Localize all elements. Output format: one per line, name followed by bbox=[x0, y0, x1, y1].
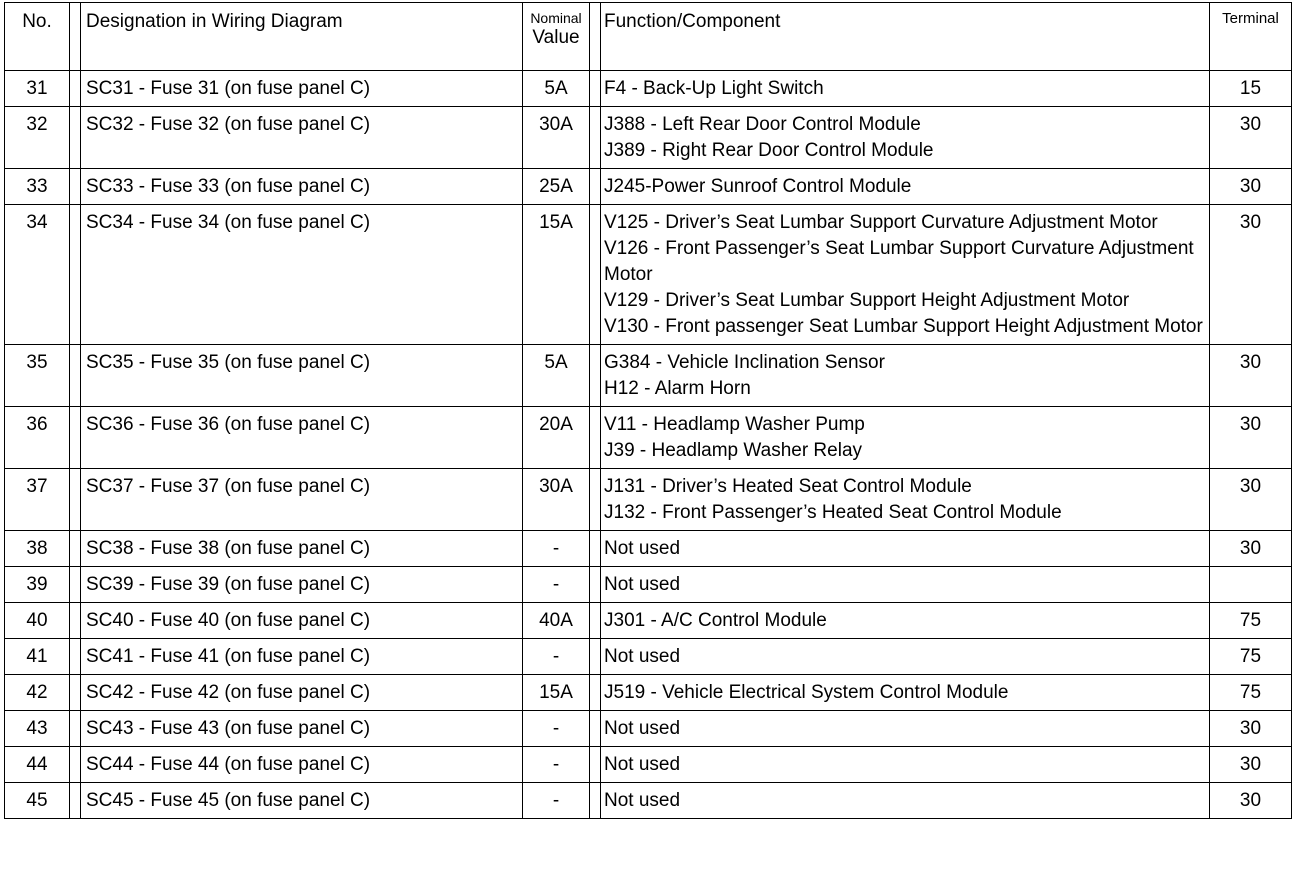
table-row bbox=[5, 107, 1292, 169]
table-row bbox=[5, 711, 1292, 747]
table-row bbox=[5, 169, 1292, 205]
header-nominal-value bbox=[523, 3, 590, 71]
nominal-value: - bbox=[523, 711, 590, 747]
function-component-line: V125 - Driver’s Seat Lumbar Support Curvature Adjustment Motor bbox=[604, 212, 1158, 233]
function-component bbox=[601, 783, 1210, 819]
fuse-designation: SC38 - Fuse 38 (on fuse panel C) bbox=[81, 531, 523, 567]
function-component-line: J245-Power Sunroof Control Module bbox=[604, 176, 912, 197]
table-header bbox=[5, 3, 1292, 71]
row-separator bbox=[70, 169, 81, 205]
fuse-designation: SC35 - Fuse 35 (on fuse panel C) bbox=[81, 345, 523, 407]
row-separator bbox=[70, 469, 81, 531]
function-component-line: H12 - Alarm Horn bbox=[604, 378, 751, 399]
function-component bbox=[601, 639, 1210, 675]
function-component-line: J301 - A/C Control Module bbox=[604, 610, 827, 631]
nominal-value: 40A bbox=[523, 603, 590, 639]
nominal-value: 5A bbox=[523, 345, 590, 407]
terminal: 30 bbox=[1210, 407, 1292, 469]
function-component-line: Not used bbox=[604, 574, 681, 595]
fuse-number: 40 bbox=[5, 603, 70, 639]
nominal-value: 30A bbox=[523, 469, 590, 531]
header-nominal-line1: Nominal bbox=[530, 10, 582, 26]
nominal-value: - bbox=[523, 639, 590, 675]
row-separator bbox=[590, 711, 601, 747]
table-row bbox=[5, 675, 1292, 711]
terminal: 75 bbox=[1210, 603, 1292, 639]
fuse-number: 44 bbox=[5, 747, 70, 783]
row-separator bbox=[590, 345, 601, 407]
row-separator bbox=[590, 469, 601, 531]
function-component bbox=[601, 567, 1210, 603]
row-separator bbox=[70, 567, 81, 603]
function-component-line: J519 - Vehicle Electrical System Control Module bbox=[604, 682, 1009, 703]
nominal-value: - bbox=[523, 783, 590, 819]
fuse-number: 38 bbox=[5, 531, 70, 567]
header-terminal: Terminal bbox=[1210, 3, 1292, 71]
function-component bbox=[601, 675, 1210, 711]
fuse-number: 35 bbox=[5, 345, 70, 407]
function-component bbox=[601, 107, 1210, 169]
table-row bbox=[5, 639, 1292, 675]
fuse-designation: SC41 - Fuse 41 (on fuse panel C) bbox=[81, 639, 523, 675]
terminal: 30 bbox=[1210, 747, 1292, 783]
table-row bbox=[5, 345, 1292, 407]
terminal: 75 bbox=[1210, 675, 1292, 711]
fuse-designation: SC32 - Fuse 32 (on fuse panel C) bbox=[81, 107, 523, 169]
fuse-number: 31 bbox=[5, 71, 70, 107]
terminal: 30 bbox=[1210, 205, 1292, 345]
terminal: 15 bbox=[1210, 71, 1292, 107]
function-component-line: V130 - Front passenger Seat Lumbar Support Height Adjustment Motor bbox=[604, 316, 1203, 337]
terminal: 30 bbox=[1210, 345, 1292, 407]
row-separator bbox=[590, 205, 601, 345]
nominal-value: - bbox=[523, 531, 590, 567]
fuse-number: 39 bbox=[5, 567, 70, 603]
function-component-line: Not used bbox=[604, 718, 681, 739]
fuse-number: 42 bbox=[5, 675, 70, 711]
fuse-designation: SC31 - Fuse 31 (on fuse panel C) bbox=[81, 71, 523, 107]
function-component-line: J131 - Driver’s Heated Seat Control Module bbox=[604, 476, 972, 497]
fuse-number: 41 bbox=[5, 639, 70, 675]
fuse-number: 45 bbox=[5, 783, 70, 819]
fuse-designation: SC33 - Fuse 33 (on fuse panel C) bbox=[81, 169, 523, 205]
function-component bbox=[601, 169, 1210, 205]
header-designation: Designation in Wiring Diagram bbox=[81, 3, 523, 71]
function-component-line: J39 - Headlamp Washer Relay bbox=[604, 440, 863, 461]
function-component bbox=[601, 603, 1210, 639]
nominal-value: 30A bbox=[523, 107, 590, 169]
table-row bbox=[5, 783, 1292, 819]
terminal: 30 bbox=[1210, 469, 1292, 531]
table-row bbox=[5, 747, 1292, 783]
row-separator bbox=[590, 71, 601, 107]
terminal: 75 bbox=[1210, 639, 1292, 675]
function-component-line: Not used bbox=[604, 754, 681, 775]
row-separator bbox=[70, 639, 81, 675]
table-body bbox=[5, 71, 1292, 819]
header-no: No. bbox=[5, 3, 70, 71]
row-separator bbox=[590, 639, 601, 675]
terminal bbox=[1210, 567, 1292, 603]
function-component-line: J388 - Left Rear Door Control Module bbox=[604, 114, 921, 135]
nominal-value: 20A bbox=[523, 407, 590, 469]
function-component-line: F4 - Back-Up Light Switch bbox=[604, 78, 824, 99]
fuse-number: 32 bbox=[5, 107, 70, 169]
row-separator bbox=[590, 407, 601, 469]
row-separator bbox=[70, 71, 81, 107]
row-separator bbox=[590, 783, 601, 819]
row-separator bbox=[590, 567, 601, 603]
terminal: 30 bbox=[1210, 531, 1292, 567]
header-nominal-line2: Value bbox=[532, 27, 580, 48]
function-component-line: Not used bbox=[604, 538, 681, 559]
row-separator bbox=[70, 107, 81, 169]
terminal: 30 bbox=[1210, 169, 1292, 205]
fuse-table bbox=[4, 2, 1292, 819]
function-component bbox=[601, 71, 1210, 107]
row-separator bbox=[590, 531, 601, 567]
function-component-line: V11 - Headlamp Washer Pump bbox=[604, 414, 865, 435]
table-row bbox=[5, 603, 1292, 639]
row-separator bbox=[590, 603, 601, 639]
fuse-number: 37 bbox=[5, 469, 70, 531]
row-separator bbox=[70, 675, 81, 711]
function-component bbox=[601, 531, 1210, 567]
nominal-value: 15A bbox=[523, 205, 590, 345]
function-component-line: G384 - Vehicle Inclination Sensor bbox=[604, 352, 885, 373]
fuse-designation: SC39 - Fuse 39 (on fuse panel C) bbox=[81, 567, 523, 603]
fuse-designation: SC40 - Fuse 40 (on fuse panel C) bbox=[81, 603, 523, 639]
header-separator bbox=[590, 3, 601, 71]
fuse-designation: SC43 - Fuse 43 (on fuse panel C) bbox=[81, 711, 523, 747]
terminal: 30 bbox=[1210, 107, 1292, 169]
header-row bbox=[5, 3, 1292, 71]
terminal: 30 bbox=[1210, 783, 1292, 819]
nominal-value: 25A bbox=[523, 169, 590, 205]
table-row bbox=[5, 469, 1292, 531]
row-separator bbox=[70, 747, 81, 783]
row-separator bbox=[70, 345, 81, 407]
function-component-line: Not used bbox=[604, 790, 681, 811]
function-component bbox=[601, 407, 1210, 469]
row-separator bbox=[70, 783, 81, 819]
function-component bbox=[601, 747, 1210, 783]
terminal: 30 bbox=[1210, 711, 1292, 747]
row-separator bbox=[70, 205, 81, 345]
header-separator bbox=[70, 3, 81, 71]
table-row bbox=[5, 531, 1292, 567]
function-component bbox=[601, 469, 1210, 531]
function-component-line: V126 - Front Passenger’s Seat Lumbar Support Curvature Adjustment Motor bbox=[604, 238, 1194, 285]
function-component-line: Not used bbox=[604, 646, 681, 667]
function-component bbox=[601, 711, 1210, 747]
table-row bbox=[5, 407, 1292, 469]
fuse-designation: SC36 - Fuse 36 (on fuse panel C) bbox=[81, 407, 523, 469]
function-component-line: J132 - Front Passenger’s Heated Seat Control Module bbox=[604, 502, 1062, 523]
fuse-number: 36 bbox=[5, 407, 70, 469]
fuse-designation: SC37 - Fuse 37 (on fuse panel C) bbox=[81, 469, 523, 531]
table-row bbox=[5, 567, 1292, 603]
fuse-number: 43 bbox=[5, 711, 70, 747]
row-separator bbox=[70, 531, 81, 567]
nominal-value: 15A bbox=[523, 675, 590, 711]
row-separator bbox=[70, 711, 81, 747]
nominal-value: - bbox=[523, 567, 590, 603]
table-row bbox=[5, 71, 1292, 107]
header-function: Function/Component bbox=[601, 3, 1210, 71]
function-component-line: V129 - Driver’s Seat Lumbar Support Height Adjustment Motor bbox=[604, 290, 1130, 311]
row-separator bbox=[590, 107, 601, 169]
fuse-designation: SC45 - Fuse 45 (on fuse panel C) bbox=[81, 783, 523, 819]
fuse-number: 34 bbox=[5, 205, 70, 345]
table-row bbox=[5, 205, 1292, 345]
fuse-number: 33 bbox=[5, 169, 70, 205]
nominal-value: 5A bbox=[523, 71, 590, 107]
fuse-designation: SC44 - Fuse 44 (on fuse panel C) bbox=[81, 747, 523, 783]
function-component bbox=[601, 345, 1210, 407]
row-separator bbox=[590, 169, 601, 205]
fuse-designation: SC34 - Fuse 34 (on fuse panel C) bbox=[81, 205, 523, 345]
nominal-value: - bbox=[523, 747, 590, 783]
row-separator bbox=[590, 747, 601, 783]
function-component bbox=[601, 205, 1210, 345]
row-separator bbox=[70, 407, 81, 469]
row-separator bbox=[70, 603, 81, 639]
function-component-line: J389 - Right Rear Door Control Module bbox=[604, 140, 934, 161]
fuse-designation: SC42 - Fuse 42 (on fuse panel C) bbox=[81, 675, 523, 711]
row-separator bbox=[590, 675, 601, 711]
